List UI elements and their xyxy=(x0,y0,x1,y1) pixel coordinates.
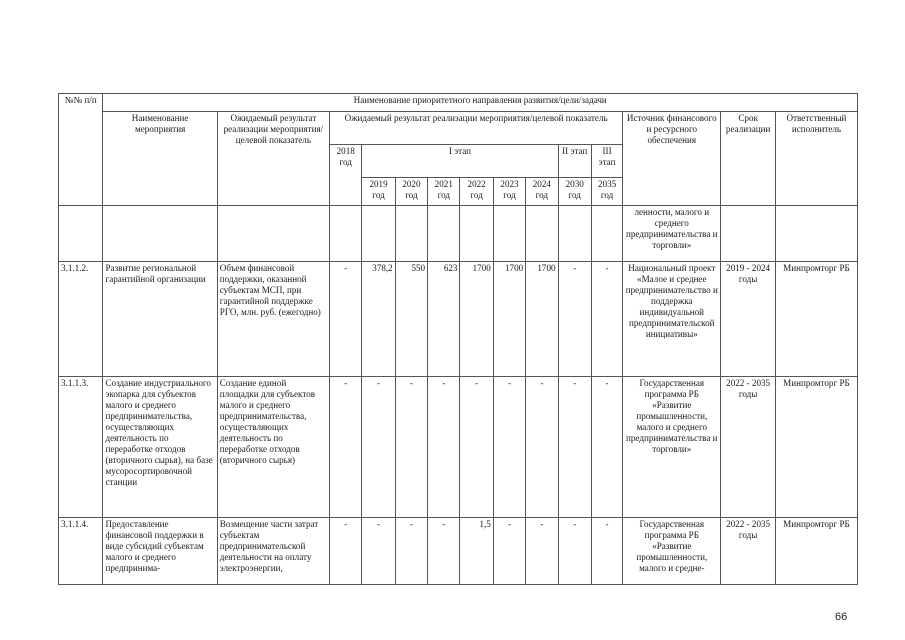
table-row xyxy=(59,377,858,518)
row-term: 2019 - 2024 годы xyxy=(721,262,776,377)
row-value: - xyxy=(558,518,591,585)
table-row-continuation xyxy=(59,206,858,262)
row-value: - xyxy=(526,377,558,518)
header-stage1: I этап xyxy=(362,145,558,178)
header-2018: 2018 год xyxy=(330,145,362,206)
header-event-name: Наименование мероприятия xyxy=(103,112,217,206)
row-value: - xyxy=(362,377,395,518)
header-expected-result: Ожидаемый результат реализации мероприятия/целевой показатель xyxy=(217,112,329,206)
row-name: Создание индустриального экопарка для субъектов малого и среднего предпринимательства, осуществляющих деятельность по переработке отходов (вторичного сырья), на базе мусоросортировочной станции xyxy=(103,377,217,518)
row-responsible: Минпромторг РБ xyxy=(775,518,857,585)
row-value: - xyxy=(591,518,622,585)
row-value: - xyxy=(428,518,460,585)
row-value: - xyxy=(428,377,460,518)
row-source: Национальный проект «Малое и среднее предпринимательство и поддержка индивидуальной предпринимательской инициативы» xyxy=(623,262,721,377)
row-value: - xyxy=(493,377,525,518)
row-value: 550 xyxy=(395,262,427,377)
row-value: - xyxy=(591,377,622,518)
row-value: - xyxy=(526,518,558,585)
row-term: 2022 - 2035 годы xyxy=(721,518,776,585)
row-value: 1700 xyxy=(526,262,558,377)
row-result: Объем финансовой поддержки, оказанной субъектам МСП, при гарантийной поддержке РГО, млн. руб. (ежегодно) xyxy=(217,262,329,377)
page-number: 66 xyxy=(835,611,848,623)
row-value: 1700 xyxy=(460,262,493,377)
row-value: - xyxy=(591,262,622,377)
header-term: Срок реализации xyxy=(721,112,776,206)
row-name: Предоставление финансовой поддержки в виде субсидий субъектам малого и среднего предпринима- xyxy=(103,518,217,585)
header-year: 2019 год xyxy=(362,178,395,206)
row-value: - xyxy=(330,518,362,585)
header-year: 2022 год xyxy=(460,178,493,206)
header-stage3: III этап xyxy=(591,145,622,178)
header-year: 2024 год xyxy=(526,178,558,206)
table-row xyxy=(59,518,858,585)
action-plan-table xyxy=(58,93,858,585)
row-value: 1700 xyxy=(493,262,525,377)
header-year: 2023 год xyxy=(493,178,525,206)
row-value: - xyxy=(558,262,591,377)
header-year: 2021 год xyxy=(428,178,460,206)
row-term: 2022 - 2035 годы xyxy=(721,377,776,518)
row-value: - xyxy=(493,518,525,585)
row-name: Развитие региональной гарантийной организации xyxy=(103,262,217,377)
row-result: Создание единой площадки для субъектов малого и среднего предпринимательства, осуществляющих деятельность по переработке отходов (вторичного сырья) xyxy=(217,377,329,518)
header-stage2: II этап xyxy=(558,145,591,178)
continuation-source: ленности, малого и среднего предпринимательства и торговли» xyxy=(623,206,721,262)
row-value: 623 xyxy=(428,262,460,377)
header-num: №№ п/п xyxy=(59,94,103,206)
table-row xyxy=(59,262,858,377)
row-source: Государственная программа РБ «Развитие промышленности, малого и средне- xyxy=(623,518,721,585)
header-expected-values: Ожидаемый результат реализации мероприятия/целевой показатель xyxy=(330,112,623,145)
header-year: 2030 год xyxy=(558,178,591,206)
header-responsible: Ответственный исполнитель xyxy=(775,112,857,206)
row-result: Возмещение части затрат субъектам предпринимательской деятельности на оплату электроэнергии, xyxy=(217,518,329,585)
row-source: Государственная программа РБ «Развитие промышленности, малого и среднего предпринимательства и торговли» xyxy=(623,377,721,518)
row-value: - xyxy=(330,262,362,377)
header-year: 2035 год xyxy=(591,178,622,206)
row-value: - xyxy=(558,377,591,518)
row-value: - xyxy=(362,518,395,585)
row-value: - xyxy=(395,377,427,518)
row-value: - xyxy=(460,377,493,518)
row-num: 3.1.1.3. xyxy=(59,377,103,518)
row-responsible: Минпромторг РБ xyxy=(775,262,857,377)
row-value: - xyxy=(395,518,427,585)
header-year: 2020 год xyxy=(395,178,427,206)
row-value: - xyxy=(330,377,362,518)
header-source: Источник финансового и ресурсного обеспечения xyxy=(623,112,721,206)
row-num: 3.1.1.4. xyxy=(59,518,103,585)
row-value: 1,5 xyxy=(460,518,493,585)
row-responsible: Минпромторг РБ xyxy=(775,377,857,518)
header-direction-title: Наименование приоритетного направления развития/цели/задачи xyxy=(103,94,858,112)
row-num: 3.1.1.2. xyxy=(59,262,103,377)
row-value: 378,2 xyxy=(362,262,395,377)
